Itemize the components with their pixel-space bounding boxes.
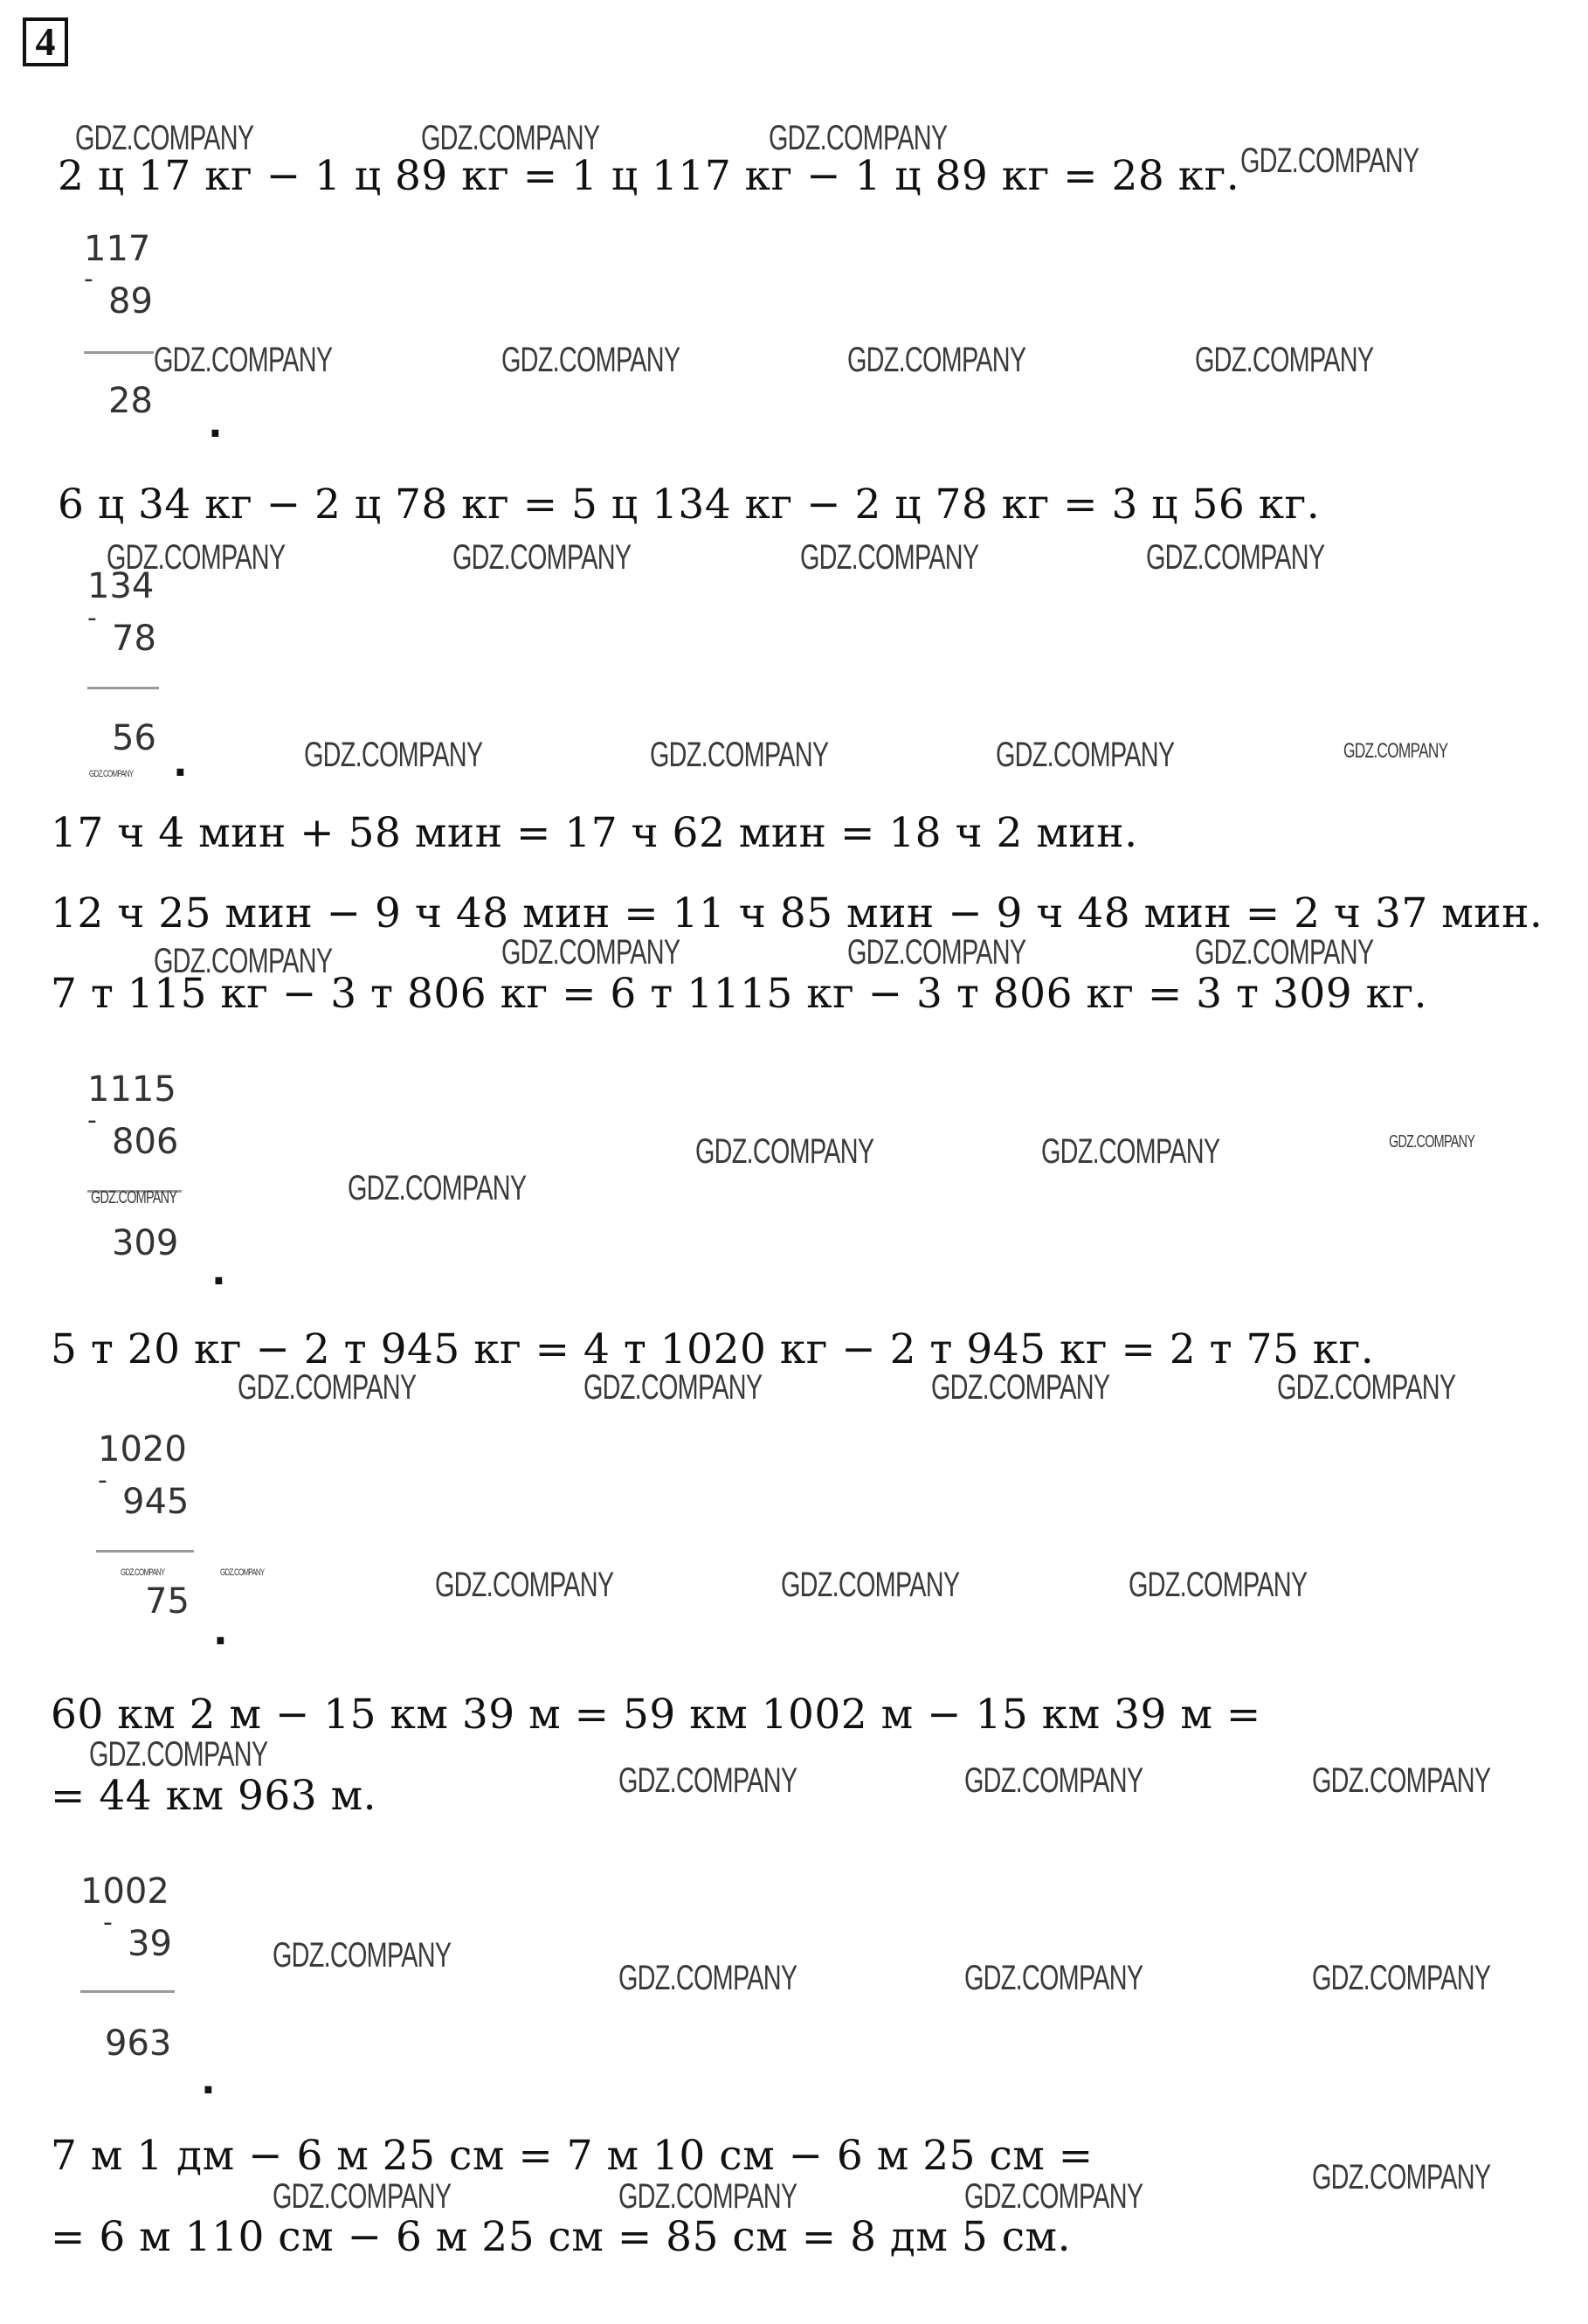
equation-line: 5 т 20 кг − 2 т 945 кг = 4 т 1020 кг − 2 т 945 кг = 2 т 75 кг.	[51, 1325, 1375, 1373]
watermark: GDZ.COMPANY	[583, 1368, 763, 1407]
watermark: GDZ.COMPANY	[273, 2177, 452, 2216]
watermark: GDZ.COMPANY	[1195, 933, 1374, 972]
watermark: GDZ.COMPANY	[1312, 1959, 1491, 1997]
equation-line: 7 т 115 кг − 3 т 806 кг = 6 т 1115 кг − 3 т 806 кг = 3 т 309 кг.	[51, 970, 1428, 1018]
equation-line: = 44 км 963 м.	[51, 1772, 377, 1820]
watermark: GDZ.COMPANY	[1129, 1566, 1308, 1604]
watermark: GDZ.COMPANY	[800, 538, 979, 577]
watermark: GDZ.COMPANY	[1312, 1761, 1491, 1800]
end-dot: .	[213, 1609, 228, 1654]
minus-sign: -	[98, 1465, 107, 1496]
watermark: GDZ.COMPANY	[91, 1188, 177, 1207]
task-number: 4	[23, 17, 68, 66]
result: 963	[105, 2023, 172, 2064]
underline	[84, 351, 154, 354]
minus-sign: -	[84, 264, 93, 294]
watermark: GDZ.COMPANY	[1146, 538, 1325, 577]
minuend: 134	[87, 566, 155, 606]
watermark: GDZ.COMPANY	[1343, 739, 1448, 763]
watermark: GDZ.COMPANY	[238, 1368, 417, 1407]
subtrahend: 945	[122, 1482, 190, 1522]
minuend: 1115	[87, 1069, 176, 1110]
watermark: GDZ.COMPANY	[154, 942, 333, 980]
watermark: GDZ.COMPANY	[421, 119, 600, 157]
watermark: GDZ.COMPANY	[1312, 2158, 1491, 2196]
result: 28	[108, 381, 153, 421]
watermark: GDZ.COMPANY	[1195, 341, 1374, 379]
watermark: GDZ.COMPANY	[964, 1959, 1143, 1997]
watermark: GDZ.COMPANY	[650, 736, 829, 774]
equation-line: 60 км 2 м − 15 км 39 м = 59 км 1002 м − 15 км 39 м =	[51, 1691, 1261, 1739]
underline	[87, 687, 159, 689]
watermark: GDZ.COMPANY	[847, 933, 1026, 972]
minuend: 1002	[80, 1871, 169, 1912]
watermark: GDZ.COMPANY	[154, 341, 333, 379]
watermark: GDZ.COMPANY	[996, 736, 1175, 774]
end-dot: .	[201, 2058, 216, 2103]
watermark: GDZ.COMPANY	[452, 538, 632, 577]
minus-sign: -	[87, 603, 97, 633]
watermark: GDZ.COMPANY	[220, 1567, 265, 1578]
watermark: GDZ.COMPANY	[501, 341, 680, 379]
minus-sign: -	[103, 1907, 113, 1938]
minuend: 1020	[98, 1429, 187, 1470]
equation-line: 12 ч 25 мин − 9 ч 48 мин = 11 ч 85 мин − 9 ч 48 мин = 2 ч 37 мин.	[51, 889, 1543, 937]
equation-line: 17 ч 4 мин + 58 мин = 17 ч 62 мин = 18 ч 2 мин.	[51, 809, 1138, 857]
subtrahend: 806	[112, 1122, 179, 1162]
watermark: GDZ.COMPANY	[964, 2177, 1143, 2216]
watermark: GDZ.COMPANY	[304, 736, 483, 774]
watermark: GDZ.COMPANY	[1041, 1132, 1220, 1171]
watermark: GDZ.COMPANY	[695, 1132, 874, 1171]
watermark: GDZ.COMPANY	[89, 769, 134, 779]
equation-line: 6 ц 34 кг − 2 ц 78 кг = 5 ц 134 кг − 2 ц 78 кг = 3 ц 56 кг.	[58, 481, 1321, 529]
result: 75	[145, 1581, 190, 1622]
watermark: GDZ.COMPANY	[501, 933, 680, 972]
result: 56	[112, 718, 156, 758]
watermark: GDZ.COMPANY	[1277, 1368, 1456, 1407]
end-dot: .	[208, 402, 223, 446]
watermark: GDZ.COMPANY	[89, 1735, 268, 1774]
watermark: GDZ.COMPANY	[769, 119, 948, 157]
watermark: GDZ.COMPANY	[348, 1169, 527, 1207]
watermark: GDZ.COMPANY	[121, 1567, 165, 1578]
watermark: GDZ.COMPANY	[781, 1566, 960, 1604]
subtrahend: 78	[112, 619, 156, 659]
end-dot: .	[211, 1249, 226, 1294]
underline	[96, 1550, 194, 1553]
subtrahend: 39	[128, 1924, 172, 1964]
equation-line: 7 м 1 дм − 6 м 25 см = 7 м 10 см − 6 м 25 см =	[51, 2132, 1094, 2180]
watermark: GDZ.COMPANY	[618, 1959, 797, 1997]
watermark: GDZ.COMPANY	[1240, 142, 1419, 180]
watermark: GDZ.COMPANY	[618, 1761, 797, 1800]
end-dot: .	[173, 741, 188, 785]
watermark: GDZ.COMPANY	[107, 538, 286, 577]
subtrahend: 89	[108, 281, 153, 322]
underline	[80, 1990, 175, 1993]
watermark: GDZ.COMPANY	[75, 119, 254, 157]
watermark: GDZ.COMPANY	[964, 1761, 1143, 1800]
equation-line: = 6 м 110 см − 6 м 25 см = 85 см = 8 дм 5 см.	[51, 2213, 1072, 2261]
minuend: 117	[84, 229, 151, 269]
watermark: GDZ.COMPANY	[435, 1566, 614, 1604]
result: 309	[112, 1223, 179, 1263]
watermark: GDZ.COMPANY	[847, 341, 1026, 379]
watermark: GDZ.COMPANY	[931, 1368, 1110, 1407]
equation-line: 2 ц 17 кг − 1 ц 89 кг = 1 ц 117 кг − 1 ц 89 кг = 28 кг.	[58, 152, 1240, 200]
watermark: GDZ.COMPANY	[273, 1936, 452, 1975]
watermark: GDZ.COMPANY	[618, 2177, 797, 2216]
watermark: GDZ.COMPANY	[1389, 1132, 1475, 1152]
minus-sign: -	[87, 1105, 97, 1136]
